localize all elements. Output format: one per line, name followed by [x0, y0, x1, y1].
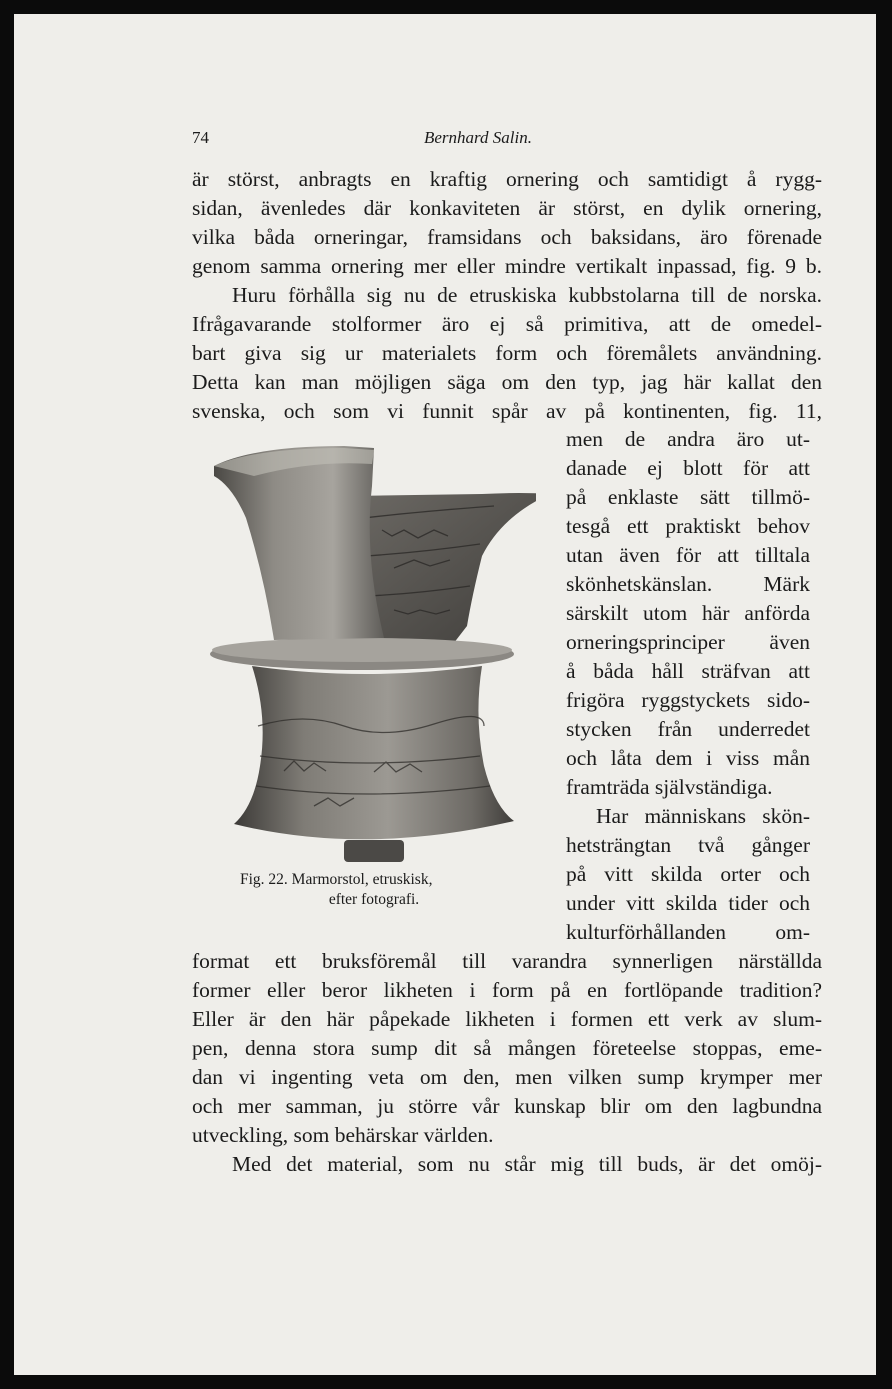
chair-illustration	[194, 426, 536, 866]
text-line: kulturförhållanden om-	[566, 920, 810, 944]
text-line: Eller är den här påpekade likheten i formen ett verk av slum-	[192, 1007, 822, 1031]
book-page	[14, 14, 876, 1375]
caption-line: efter fotografi.	[328, 891, 420, 908]
text-line: på vitt skilda orter och	[566, 862, 810, 886]
text-line: utveckling, som behärskar världen.	[192, 1123, 494, 1147]
text-line: och mer samman, ju större vår kunskap blir om den lagbundna	[192, 1094, 822, 1118]
text-line: är störst, anbragts en kraftig ornering och samtidigt å rygg-	[192, 167, 822, 191]
text-line: frigöra ryggstyckets sido-	[566, 688, 810, 712]
text-line: och låta dem i viss mån	[566, 746, 810, 770]
text-line: tesgå ett praktiskt behov	[566, 514, 810, 538]
text-line: dan vi ingenting veta om den, men vilken sump krymper mer	[192, 1065, 822, 1089]
text-line: Detta kan man möjligen säga om den typ, jag här kallat den	[192, 370, 822, 394]
text-line: genom samma ornering mer eller mindre vertikalt inpassad, fig. 9 b.	[192, 254, 822, 278]
text-line: format ett bruksföremål till varandra synnerligen närställda	[192, 949, 822, 973]
marble-chair-image	[194, 426, 536, 866]
figure-caption	[214, 870, 534, 910]
text-line: hetsträngtan två gånger	[566, 833, 810, 857]
text-line: Med det material, som nu står mig till buds, är det omöj-	[232, 1152, 822, 1176]
text-line: skönhetskänslan. Märk	[566, 572, 810, 596]
caption-line: Fig. 22. Marmorstol, etruskisk,	[240, 871, 433, 888]
text-line: sidan, ävenledes där konkaviteten är störst, en dylik ornering,	[192, 196, 822, 220]
text-line: former eller beror likheten i form på en fortlöpande tradition?	[192, 978, 822, 1002]
text-line: danade ej blott för att	[566, 456, 810, 480]
text-line: Huru förhålla sig nu de etruskiska kubbstolarna till de norska.	[232, 283, 822, 307]
text-line: vilka båda orneringar, framsidans och baksidans, äro förenade	[192, 225, 822, 249]
page-number: 74	[192, 128, 209, 147]
text-line: å båda håll sträfvan att	[566, 659, 810, 683]
text-line: bart giva sig ur materialets form och föremålets användning.	[192, 341, 822, 365]
text-line: pen, denna stora sump dit så mången företeelse stoppas, eme-	[192, 1036, 822, 1060]
text-line: utan även för att tilltala	[566, 543, 810, 567]
running-head: Bernhard Salin.	[424, 128, 532, 147]
text-line: särskilt utom här anförda	[566, 601, 810, 625]
text-line: Har människans skön-	[596, 804, 810, 828]
text-line: Ifrågavarande stolformer äro ej så primitiva, att de omedel-	[192, 312, 822, 336]
text-line: men de andra äro ut-	[566, 427, 810, 451]
text-line: svenska, och som vi funnit spår av på kontinenten, fig. 11,	[192, 399, 822, 423]
text-line: orneringsprinciper även	[566, 630, 810, 654]
text-line: under vitt skilda tider och	[566, 891, 810, 915]
page-header	[192, 128, 822, 156]
text-line: stycken från underredet	[566, 717, 810, 741]
text-line: på enklaste sätt tillmö-	[566, 485, 810, 509]
text-line: framträda självständiga.	[566, 775, 773, 799]
